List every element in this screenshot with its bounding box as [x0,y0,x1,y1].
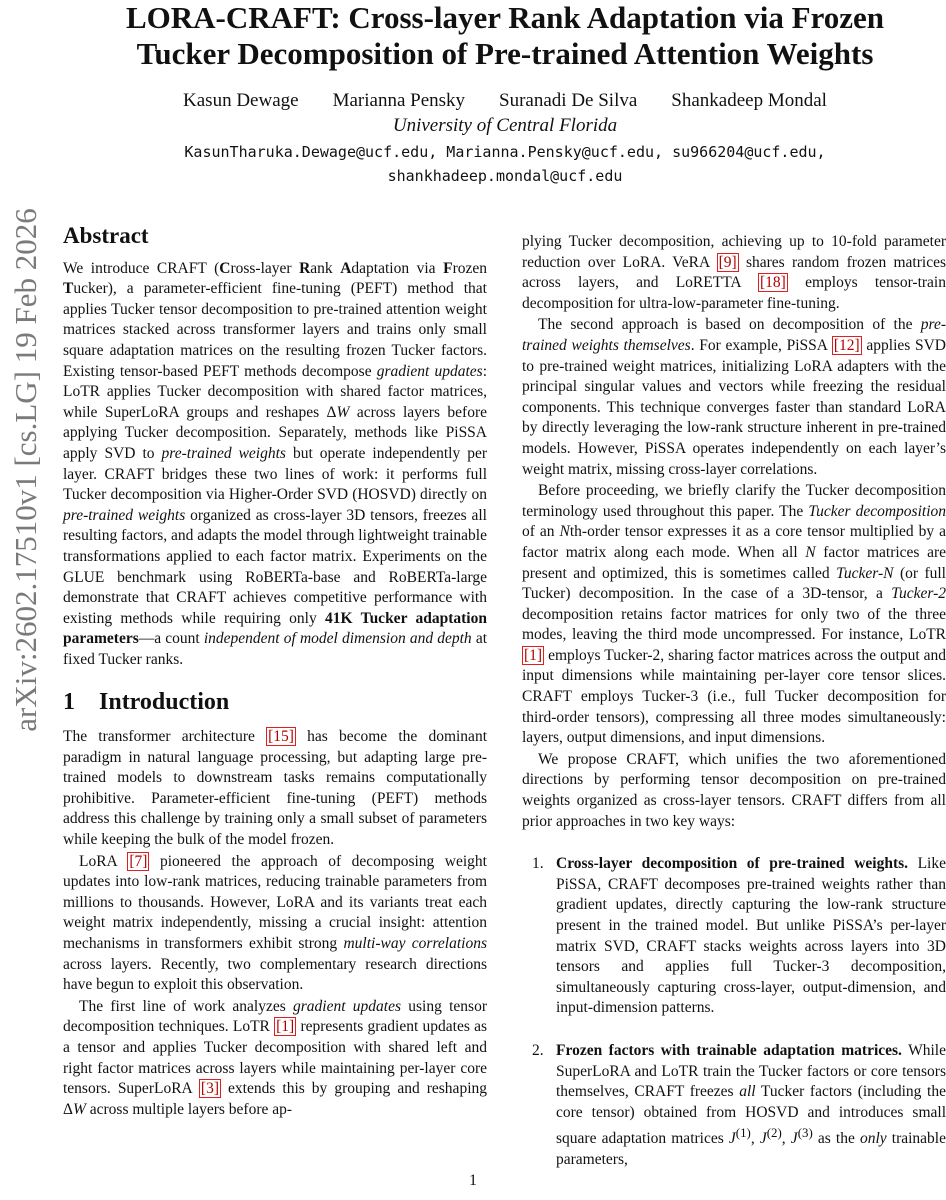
paper-title: LORA-CRAFT: Cross-layer Rank Adaptation via Frozen Tucker Decomposition of Pre-trained Attention Weights [125,0,885,71]
list-item: 1. Cross-layer decomposition of pre-trained weights. Like PiSSA, CRAFT decomposes pre-trained weights rather than gradient updates, directly capturing the low-rank structure present in the trained model. But unlike PiSSA’s per-layer matrix SVD, CRAFT stacks weights across layers into 3D tensors and applies full Tucker-3 decomposition, simultaneously capturing cross-layer, output-dimension, and input-dimension patterns. [532,855,946,1017]
page-number: 1 [469,1172,477,1189]
author: Kasun Dewage [183,90,299,111]
abstract-text: We introduce CRAFT (Cross-layer Rank Adaptation via Frozen Tucker), a parameter-efficient fine-tuning (PEFT) method that applies Tucker tensor decomposition to pre-trained attention weight matrices stacked across transformer layers and trains only small square adaptation matrices on the resulting frozen Tucker factors. Existing tensor-based PEFT methods decompose gradient updates: LoTR applies Tucker decomposition with shared factor matrices, while SuperLoRA groups and reshapes ΔW across layers before applying Tucker decomposition. Separately, methods like PiSSA apply SVD to pre-trained weights but operate independently per layer. CRAFT bridges these two lines of work: it performs full Tucker decomposition via Higher-Order SVD (HOSVD) directly on pre-trained weights organized as cross-layer 3D tensors, freezes all resulting factors, and adapts the model through lightweight trainable transformations applied to each factor matrix. Experiments on the GLUE benchmark using RoBERTa-base and RoBERTa-large demonstrate that CRAFT achieves competitive performance with existing methods while requiring only 41K Tucker adaptation parameters—a count independent of model dimension and depth at fixed Tucker ranks. [63,259,488,668]
left-column [63,223,488,1120]
intro-paragraph: Before proceeding, we briefly clarify the Tucker decomposition terminology used throughout this paper. The Tucker decomposition of an Nth-order tensor expresses it as a core tensor multiplied by a factor matrix along each mode. When all N factor matrices are present and optimized, this is sometimes called Tucker-N (or full Tucker) decomposition. In the case of a 3D-tensor, a Tucker-2 decomposition retains factor matrices for only two of the three modes, leaving the third mode uncompressed. For instance, LoTR [1] employs Tucker-2, sharing factor matrices across the output and input dimensions while maintaining per-layer core tensor slices. CRAFT employs Tucker-3 (i.e., full Tucker decomposition for third-order tensors), compressing all three modes simultaneously: layers, output dimensions, and input dimensions. [522,482,946,747]
citation-link[interactable]: [18] [760,274,786,292]
author: Marianna Pensky [332,90,466,111]
citation-link[interactable]: [7] [129,852,148,870]
arxiv-stamp: arXiv:2602.17510v1 [cs.LG] 19 Feb 2026 [8,208,43,732]
contribution-list [522,854,946,1170]
intro-paragraph: The second approach is based on decomposition of the pre-trained weights themselves. For example, PiSSA [12] applies SVD to pre-trained weight matrices, initializing LoRA adapters with the principal singular values and vectors while freezing the residual components. This technique converges faster than standard LoRA by directly leveraging the low-rank structure inherent in pre-trained models. However, PiSSA operates independently on each layer’s weight matrix, missing cross-layer correlations. [522,316,946,478]
author-emails: KasunTharuka.Dewage@ucf.edu, Marianna.Pensky@ucf.edu, su966204@ucf.edu, shankhadeep.mondal@ucf.edu [184,143,826,185]
abstract-heading: Abstract [63,223,149,248]
citation-link[interactable]: [1] [276,1018,295,1036]
citation-link[interactable]: [9] [718,253,737,271]
author: Suranadi De Silva [499,90,638,111]
list-item: 2. Frozen factors with trainable adaptation matrices. While SuperLoRA and LoTR train the Tucker factors or core tensors themselves, CRAFT freezes all Tucker factors (including the core tensor) obtained from HOSVD and introduces small square adaptation matrices $J^{(1)}$, $J^{(2)}$, $J^{(3)}$ as the only trainable parameters, [532,1041,946,1169]
intro-paragraph: We propose CRAFT, which unifies the two aforementioned directions by performing tensor decomposition on pre-trained weights organized as cross-layer tensors. CRAFT differs from all prior approaches in two key ways: [522,750,946,830]
right-column [522,232,946,1193]
intro-paragraph: LoRA [7] pioneered the approach of decomposing weight updates into low-rank matrices, reducing trainable parameters from millions to thousands. However, LoRA and its variants treat each weight matrix independently, missing a crucial insight: attention mechanisms in transformers exhibit strong multi-way correlations across layers. Recently, two complementary research directions have begun to exploit this observation. [63,852,487,994]
citation-link[interactable]: [15] [268,728,294,746]
introduction-heading: 1 Introduction [63,689,230,716]
citation-link[interactable]: [1] [524,646,543,664]
citation-link[interactable]: [12] [833,336,860,354]
author: Shankadeep Mondal [671,90,827,111]
intro-paragraph: plying Tucker decomposition, achieving up to 10-fold parameter reduction over LoRA. VeRA [9] shares random frozen matrices across layers, and LoRETTA [18] employs tensor-train decomposition for ultra-low-parameter fine-tuning. [522,233,946,312]
author-list [60,90,946,112]
citation-link[interactable]: [3] [200,1080,219,1098]
intro-paragraph: The transformer architecture [15] has become the dominant paradigm in natural language processing, but adapting large pre-trained models to downstream tasks remains computationally prohibitive. Parameter-efficient fine-tuning (PEFT) methods address this challenge by training only a small subset of parameters while keeping the bulk of the model frozen. [63,728,487,849]
affiliation: University of Central Florida [392,115,618,136]
intro-paragraph: The first line of work analyzes gradient updates using tensor decomposition techniques. LoTR [1] represents gradient updates as a tensor and applies Tucker decomposition with shared left and right factor matrices across layers while maintaining per-layer core tensors. SuperLoRA [3] extends this by grouping and reshaping ΔW across multiple layers before ap- [63,997,488,1118]
